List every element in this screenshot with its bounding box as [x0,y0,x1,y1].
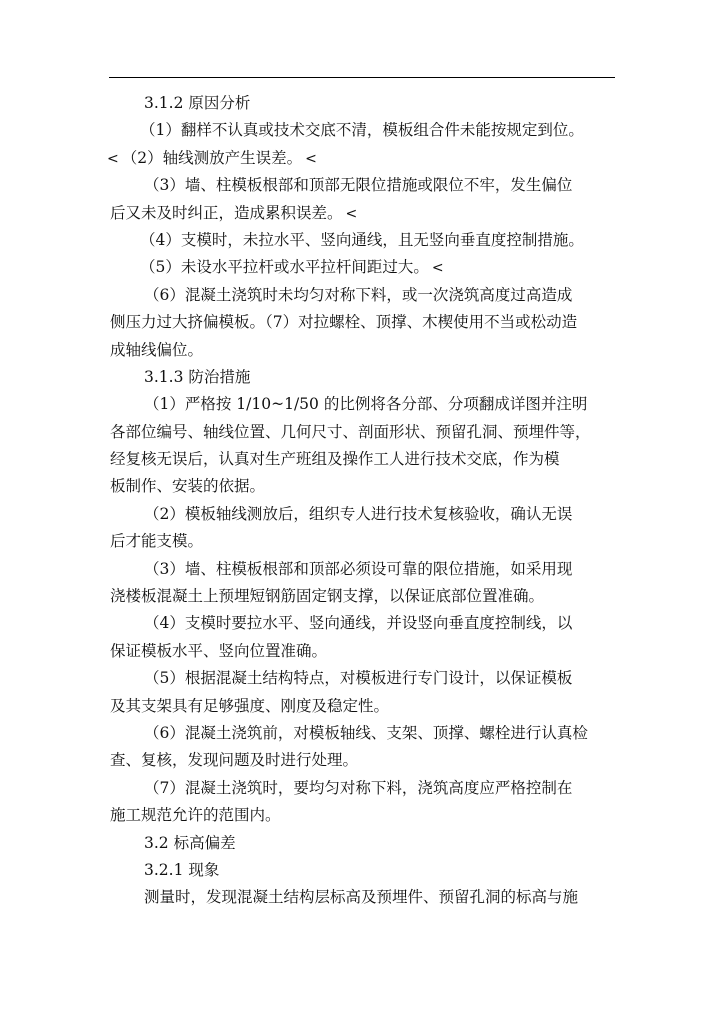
paragraph-line: 浇楼板混凝土上预埋短钢筋固定钢支撑，以保证底部位置准确。 [110,587,545,606]
paragraph-line: 及其支架具有足够强度、刚度及稳定性。 [110,696,390,715]
paragraph-line-text: （5）未设水平拉杆或水平拉杆间距过大。 [140,258,429,277]
paragraph-line: 施工规范允许的范围内。 [110,806,281,825]
paragraph-line: （3）墙、柱模板根部和顶部必须设可靠的限位措施，如采用现 [144,559,573,578]
paragraph-line: 板制作、安装的依据。 [110,477,266,496]
paragraph-line: （6）混凝土浇筑时未均匀对称下料，或一次浇筑高度过高造成 [144,285,573,304]
paragraph-line: 经复核无误后，认真对生产班组及操作工人进行技术交底，作为模 [110,450,560,469]
paragraph-line-with-mark [110,254,616,281]
arrow-mark-icon: < [107,150,119,167]
paragraph-line: （5）根据混凝土结构特点，对模板进行专门设计，以保证模板 [144,669,573,688]
section-heading-3-2-1: 3.2.1 现象 [144,860,220,879]
paragraph-line: 查、复核，发现问题及时进行处理。 [110,751,359,770]
arrow-mark-icon: < [431,260,444,277]
paragraph-line: （4）支模时要拉水平、竖向通线，并设竖向垂直度控制线，以 [144,614,573,633]
paragraph-line: 成轴线偏位。 [110,340,204,359]
paragraph-line: 侧压力过大挤偏模板。（7）对拉螺栓、顶撑、木楔使用不当或松动造 [110,313,578,332]
paragraph-line: （1）严格按 1/10~1/50 的比例将各分部、分项翻成详图并注明 [144,395,588,414]
paragraph-line: （2）模板轴线测放后，组织专人进行技术复核验收，确认无误 [144,504,573,523]
arrow-mark-icon: < [345,205,358,222]
paragraph-line-text: 后又未及时纠正，造成累积误差。 [110,203,343,222]
paragraph-line-with-marks [104,145,616,172]
paragraph-line-with-mark [110,200,616,227]
paragraph-line: 测量时，发现混凝土结构层标高及预埋件、预留孔洞的标高与施 [144,888,579,907]
paragraph-line: （6）混凝土浇筑前，对模板轴线、支架、顶撑、螺栓进行认真检 [144,723,588,742]
paragraph-line: （1）翻样不认真或技术交底不清，模板组合件未能按规定到位。 [140,121,584,140]
paragraph-line: （4）支模时，未拉水平、竖向通线，且无竖向垂直度控制措施。 [140,230,584,249]
paragraph-line: 保证模板水平、竖向位置准确。 [110,641,328,660]
header-rule [109,77,615,78]
document-body [107,90,616,912]
paragraph-line: 后才能支模。 [110,532,204,551]
section-heading-3-2: 3.2 标高偏差 [144,833,236,852]
section-heading-3-1-3: 3.1.3 防治措施 [144,367,251,386]
paragraph-line: 各部位编号、轴线位置、几何尺寸、剖面形状、预留孔洞、预埋件等， [110,422,591,441]
arrow-mark-icon: < [305,150,317,167]
paragraph-line: （3）墙、柱模板根部和顶部无限位措施或限位不牢，发生偏位 [144,176,573,195]
paragraph-line-text: （2）轴线测放产生误差。 [121,148,303,167]
section-heading-3-1-2: 3.1.2 原因分析 [144,94,251,112]
paragraph-line: （7）混凝土浇筑时，要均匀对称下料，浇筑高度应严格控制在 [144,778,573,797]
